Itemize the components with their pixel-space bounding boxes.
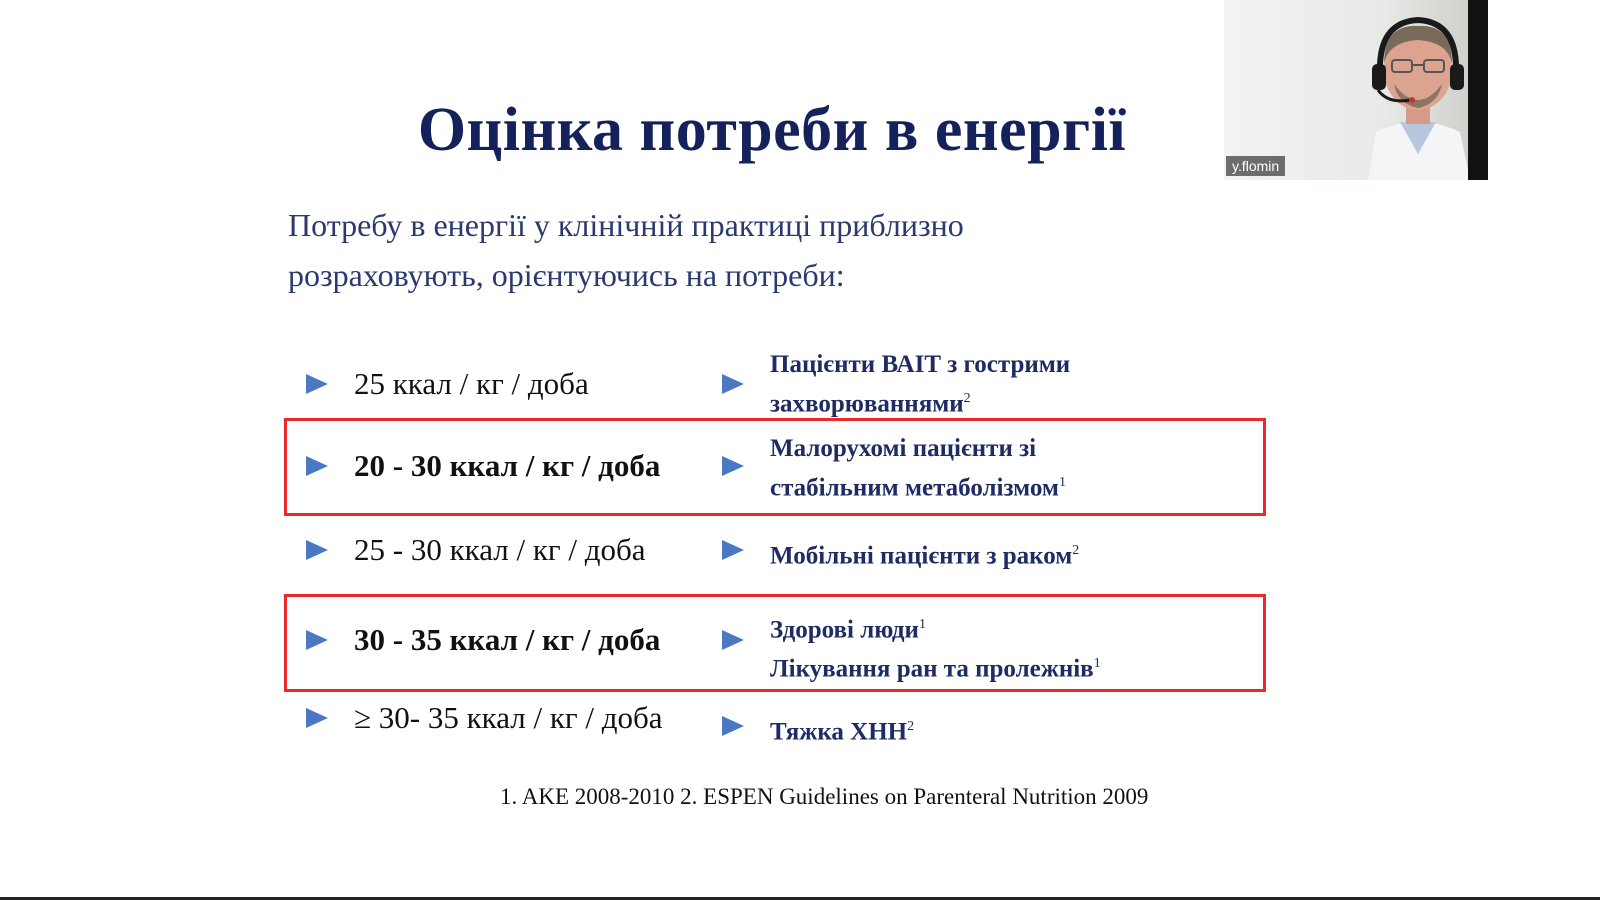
- dose-value: 20 - 30 ккал / кг / доба: [354, 448, 661, 483]
- bullet-arrow-icon: [306, 708, 328, 728]
- patient-group: [770, 432, 1270, 505]
- bullet-arrow-icon: [306, 456, 328, 476]
- bullet-arrow-icon: [722, 374, 744, 394]
- patient-group-line-1: [770, 534, 1270, 573]
- dose-value: 25 - 30 ккал / кг / доба: [354, 532, 646, 567]
- patient-group: [770, 348, 1270, 421]
- patient-group: [770, 534, 1270, 573]
- patient-group: [770, 710, 1270, 749]
- energy-row-2: [282, 432, 1282, 512]
- patient-group-line-2: [770, 647, 1270, 686]
- slide-intro: [288, 200, 1188, 300]
- patient-group-text: Тяжка ХНН: [770, 718, 908, 746]
- reference-marker: 1: [1058, 475, 1066, 490]
- patient-group-line-1: [770, 710, 1270, 749]
- dose-value: 30 - 35 ккал / кг / доба: [354, 622, 661, 657]
- intro-line-2: розраховують, орієнтуючись на потреби:: [288, 257, 845, 293]
- dose-value: 25 ккал / кг / доба: [354, 366, 589, 401]
- bullet-arrow-icon: [722, 456, 744, 476]
- participant-video-tile[interactable]: [1224, 0, 1488, 180]
- bullet-arrow-icon: [722, 540, 744, 560]
- patient-group-line-2: [770, 382, 1270, 421]
- patient-group-text: захворюваннями: [770, 390, 964, 418]
- patient-group-text: Лікування ран та пролежнів: [770, 655, 1094, 683]
- energy-row-4: [282, 608, 1282, 688]
- patient-group-text: Здорові люди: [770, 616, 919, 644]
- bullet-arrow-icon: [306, 630, 328, 650]
- slide-title: Оцінка потреби в енергії: [417, 96, 1127, 164]
- presentation-slide: [222, 50, 1302, 850]
- energy-row-1: [282, 348, 1282, 428]
- reference-marker: 2: [907, 719, 915, 734]
- patient-group-line-1: Пацієнти ВАІТ з гострими: [770, 351, 1071, 378]
- bullet-arrow-icon: [306, 374, 328, 394]
- patient-group: [770, 608, 1270, 687]
- reference-marker: 1: [1093, 656, 1101, 672]
- participant-avatar: [1358, 4, 1478, 180]
- video-edge: [1468, 0, 1488, 180]
- patient-group-line-1: Малорухомі пацієнти зі: [770, 435, 1037, 462]
- patient-group-text: стабільним метаболізмом: [770, 474, 1059, 502]
- dose-value: ≥ 30- 35 ккал / кг / доба: [354, 700, 663, 735]
- reference-marker: 2: [1072, 543, 1080, 558]
- patient-group-line-1: [770, 608, 1270, 647]
- reference-marker: 2: [963, 391, 971, 406]
- patient-group-text: Мобільні пацієнти з раком: [770, 542, 1073, 570]
- participant-name-label: y.flomin: [1226, 156, 1285, 176]
- intro-line-1: Потребу в енергії у клінічній практиці приблизно: [288, 207, 964, 243]
- bullet-arrow-icon: [722, 630, 744, 650]
- energy-row-5: [282, 702, 1282, 782]
- patient-group-line-2: [770, 466, 1270, 505]
- reference-marker: 1: [918, 617, 926, 632]
- slide-references: 1. AKE 2008-2010 2. ESPEN Guidelines on Parenteral Nutrition 2009: [500, 784, 1149, 809]
- bullet-arrow-icon: [306, 540, 328, 560]
- bullet-arrow-icon: [722, 716, 744, 736]
